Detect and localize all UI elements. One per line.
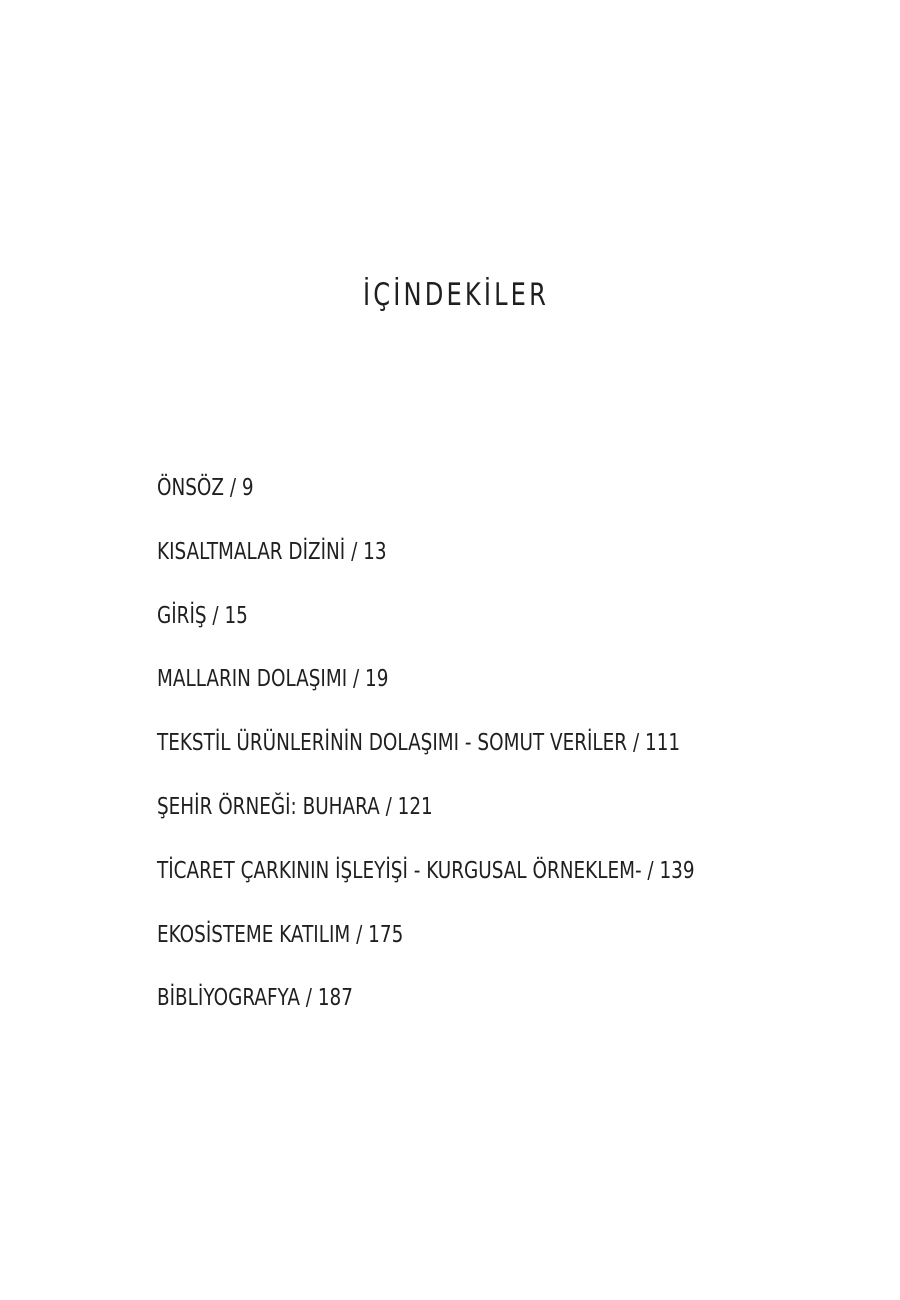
- toc-entry: ŞEHİR ÖRNEĞİ: BUHARA / 121: [157, 793, 433, 820]
- toc-entry: ÖNSÖZ / 9: [157, 475, 254, 501]
- table-of-contents: [157, 470, 695, 1044]
- toc-entry: TİCARET ÇARKININ İŞLEYİŞİ - KURGUSAL ÖRNEKLEM- / 139: [157, 857, 695, 884]
- toc-entry: TEKSTİL ÜRÜNLERİNİN DOLAŞIMI - SOMUT VERİLER / 111: [157, 730, 681, 757]
- toc-entry: MALLARIN DOLAŞIMI / 19: [157, 666, 389, 693]
- toc-entry: KISALTMALAR DİZİNİ / 13: [157, 538, 387, 565]
- page-title: İÇİNDEKİLER: [362, 277, 549, 313]
- toc-entry: GİRİŞ / 15: [157, 602, 248, 629]
- toc-entry: BİBLİYOGRAFYA / 187: [157, 985, 353, 1012]
- toc-entry: EKOSİSTEME KATILIM / 175: [157, 921, 404, 948]
